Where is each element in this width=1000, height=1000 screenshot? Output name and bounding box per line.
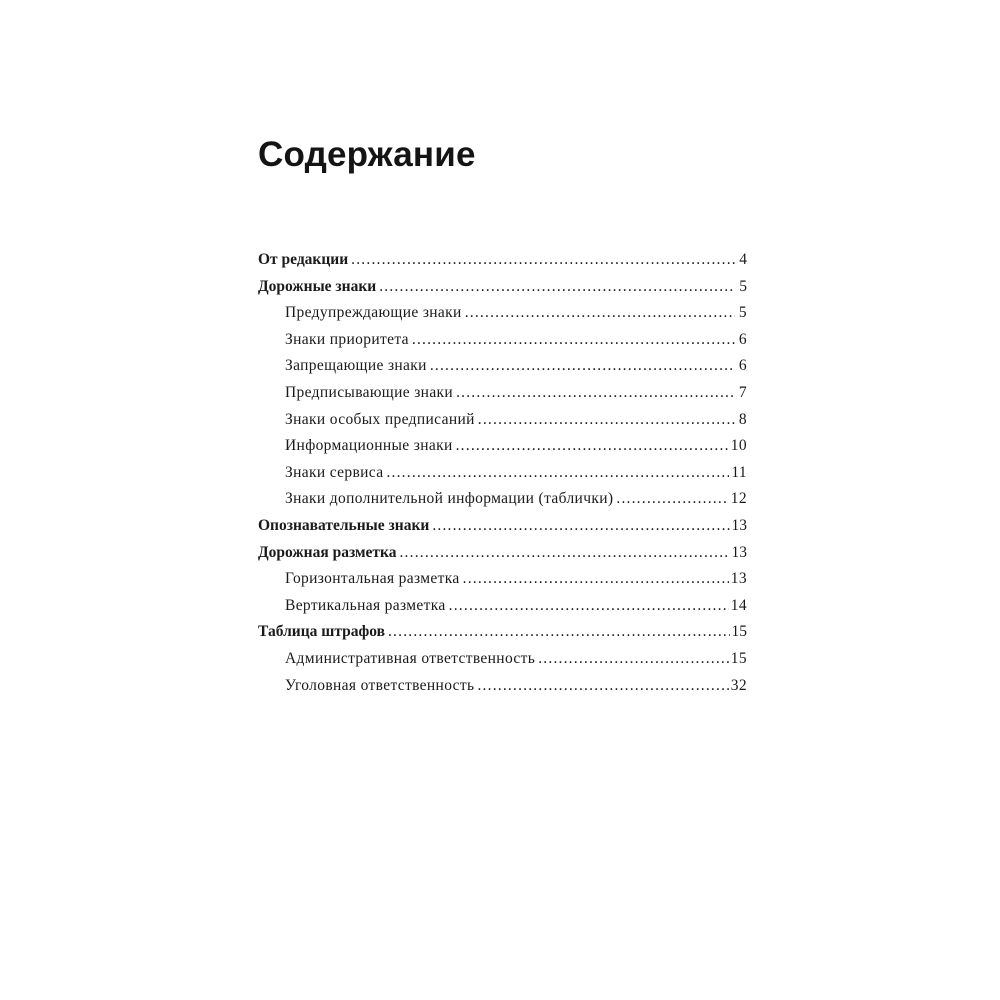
dot-leader — [538, 646, 729, 673]
toc-entry-page-number: 32 — [730, 676, 747, 694]
toc-entry-criminal-liability[interactable] — [258, 673, 747, 700]
toc-entry-identification-signs[interactable] — [258, 513, 747, 540]
toc-entry-fines-table[interactable] — [258, 619, 747, 646]
toc-entry-information-signs[interactable] — [258, 433, 747, 460]
toc-entry-from-editors[interactable] — [258, 247, 747, 274]
toc-entry-page-number: 11 — [731, 463, 747, 481]
toc-entry-vertical-markings[interactable] — [258, 593, 747, 620]
toc-entry-road-markings[interactable] — [258, 540, 747, 567]
toc-entry-label: Информационные знаки — [285, 437, 453, 455]
toc-entry-label: Знаки приоритета — [285, 330, 409, 348]
toc-entry-warning-signs[interactable] — [258, 300, 747, 327]
toc-entry-page-number: 12 — [730, 490, 747, 508]
toc-entry-administrative-liability[interactable] — [258, 646, 747, 673]
toc-entry-label: Знаки дополнительной информации (таблички) — [285, 490, 614, 508]
toc-entry-page-number: 13 — [730, 570, 747, 588]
toc-entry-page-number: 15 — [730, 649, 747, 667]
toc-entry-label: Таблица штрафов — [258, 623, 385, 641]
dot-leader — [388, 619, 730, 646]
dot-leader — [379, 274, 735, 301]
toc-entry-page-number: 7 — [738, 383, 747, 401]
toc-entry-priority-signs[interactable] — [258, 327, 747, 354]
toc-entry-label: Знаки сервиса — [285, 463, 384, 481]
toc-entry-label: Вертикальная разметка — [285, 596, 446, 614]
table-of-contents — [258, 247, 747, 699]
dot-leader — [430, 353, 735, 380]
dot-leader — [477, 673, 728, 700]
toc-entry-label: Запрещающие знаки — [285, 357, 427, 375]
dot-leader — [456, 433, 729, 460]
dot-leader — [616, 486, 728, 513]
dot-leader — [386, 460, 729, 487]
toc-entry-page-number: 6 — [738, 357, 747, 375]
toc-entry-label: Предписывающие знаки — [285, 383, 454, 401]
toc-entry-label: Опознавательные знаки — [258, 516, 430, 534]
toc-entry-label: Уголовная ответственность — [285, 676, 475, 694]
toc-entry-service-signs[interactable] — [258, 460, 747, 487]
toc-entry-label: Административная ответственность — [285, 649, 536, 667]
dot-leader — [432, 513, 729, 540]
dot-leader — [478, 407, 735, 434]
toc-entry-prohibitory-signs[interactable] — [258, 353, 747, 380]
dot-leader — [465, 300, 735, 327]
dot-leader — [399, 540, 729, 567]
toc-entry-page-number: 13 — [731, 516, 747, 534]
toc-entry-horizontal-markings[interactable] — [258, 566, 747, 593]
toc-entry-label: Горизонтальная разметка — [285, 570, 460, 588]
dot-leader — [412, 327, 735, 354]
toc-entry-page-number: 15 — [731, 623, 747, 641]
toc-entry-mandatory-signs[interactable] — [258, 380, 747, 407]
toc-entry-page-number: 10 — [730, 437, 747, 455]
dot-leader — [463, 566, 729, 593]
toc-entry-page-number: 14 — [730, 596, 747, 614]
toc-entry-label: Предупреждающие знаки — [285, 304, 462, 322]
toc-entry-label: Дорожная разметка — [258, 543, 397, 561]
toc-entry-road-signs[interactable] — [258, 274, 747, 301]
toc-entry-label: Дорожные знаки — [258, 277, 377, 295]
toc-entry-page-number: 5 — [739, 277, 747, 295]
toc-entry-label: От редакции — [258, 251, 349, 268]
dot-leader — [456, 380, 735, 407]
toc-entry-page-number: 6 — [738, 330, 747, 348]
dot-leader — [351, 247, 735, 274]
page-title: Содержание — [258, 135, 476, 174]
toc-entry-special-regulation-signs[interactable] — [258, 407, 747, 434]
toc-entry-label: Знаки особых предписаний — [285, 410, 475, 428]
toc-entry-page-number: 13 — [731, 543, 747, 561]
toc-entry-additional-information-plates[interactable] — [258, 486, 747, 513]
toc-entry-page-number: 8 — [738, 410, 747, 428]
toc-entry-page-number: 4 — [739, 251, 747, 268]
toc-entry-page-number: 5 — [738, 304, 747, 322]
dot-leader — [449, 593, 729, 620]
